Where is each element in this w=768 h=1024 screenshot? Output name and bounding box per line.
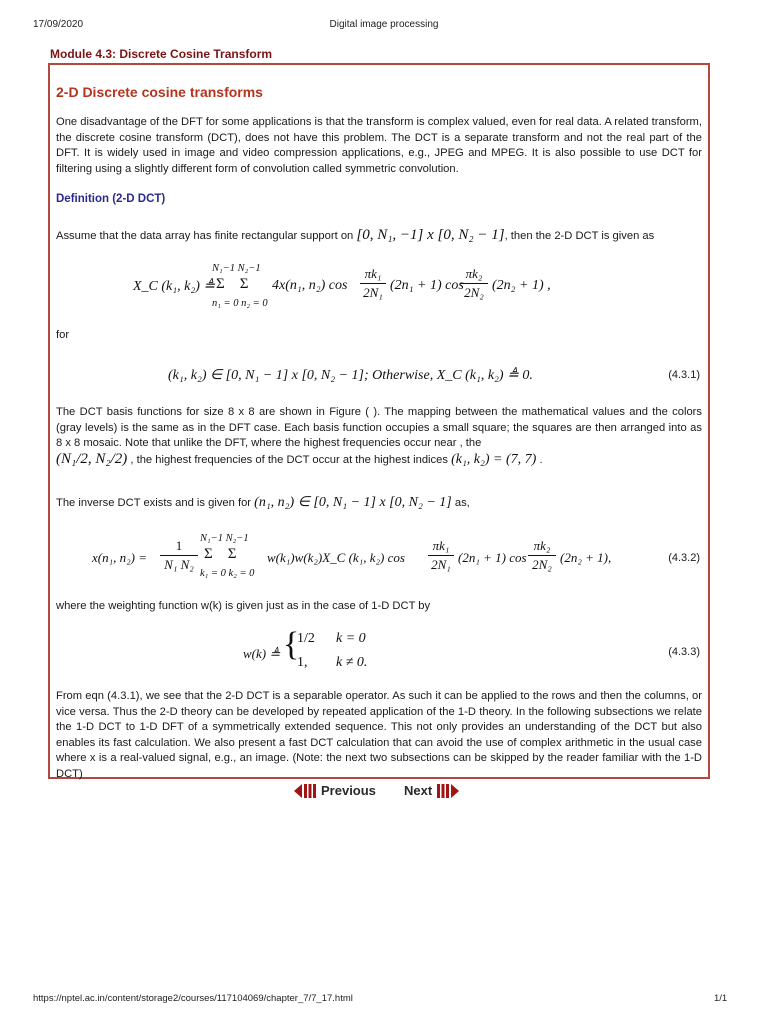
inverse-text: The inverse DCT exists and is given for	[56, 497, 252, 509]
print-date: 17/09/2020	[33, 19, 84, 30]
idct-lhs: x(n₁, n₂) =	[92, 550, 147, 565]
next-arrow-icon	[437, 784, 459, 798]
sum-symbol: Σ Σ	[216, 276, 249, 292]
case2-condition: k ≠ 0.	[336, 655, 368, 670]
case1-condition: k = 0	[336, 631, 366, 646]
basis-paragraph: The DCT basis functions for size 8 x 8 are shown in Figure ( ). The mapping between the mathematical values and the colors (gray levels) is the same as in the DFT case. Each basis function occupies a small square; the squares are then arranged into as 8 x 8 mosaic. Note that unlike the DFT, where the highest frequencies occur near , the	[56, 406, 702, 449]
idct-sum-lower: k₁ = 0 k₂ = 0	[200, 568, 255, 579]
idct-frac2	[528, 538, 556, 573]
previous-button[interactable]	[294, 783, 376, 798]
idct-tail: (2n₂ + 1),	[560, 550, 612, 565]
print-title: Digital image processing	[329, 19, 439, 30]
idct-frac1-den: 2N₁	[431, 557, 451, 572]
dct-lhs: X_C (k₁, k₂) ≜	[133, 279, 216, 294]
idct-scale-num: 1	[175, 538, 183, 553]
idct-body: w(k₁)w(k₂)X_C (k₁, k₂) cos	[267, 550, 405, 565]
eq-number-4-3-1: (4.3.1)	[668, 369, 700, 381]
weight-lhs: w(k) ≜	[243, 646, 281, 661]
inverse-range-expression: (n₁, n₂) ∈ [0, N₁ − 1] x [0, N₂ − 1]	[254, 495, 452, 510]
definition-title: Definition (2-D DCT)	[56, 193, 166, 205]
eq-number-4-3-2: (4.3.2)	[668, 552, 700, 564]
basis-line-2-end: .	[539, 454, 543, 466]
dct-tail: (2n₂ + 1) ,	[492, 278, 551, 293]
idct-sum-symbol: Σ Σ	[204, 546, 237, 562]
half-frequency-expression: (N₁/2, N₂/2)	[56, 451, 128, 467]
idct-frac1-num: πk₁	[432, 538, 450, 553]
assume-text: Assume that the data array has finite rectangular support on	[56, 230, 354, 242]
inverse-line	[56, 494, 470, 511]
previous-arrow-icon	[294, 784, 316, 798]
dct-frac1-num: πk₁	[364, 266, 382, 281]
inverse-tail: as,	[454, 497, 470, 509]
dct-sum-lower: n₁ = 0 n₂ = 0	[212, 298, 268, 309]
idct-sum-upper: N₁−1 N₂−1	[200, 533, 249, 544]
dct-frac2	[460, 266, 488, 301]
eq-number-4-3-3: (4.3.3)	[668, 646, 700, 658]
weighting-text: where the weighting function w(k) is given just as in the case of 1-D DCT by	[56, 600, 431, 612]
next-label: Next	[404, 783, 433, 798]
case2-value: 1,	[297, 655, 308, 670]
intro-paragraph: One disadvantage of the DFT for some applications is that the transform is complex valued, even for real data. A related transform, the discrete cosine transform (DCT), does not have this problem. The DCT is a separate transform and not the real part of the DFT. It is widely used in image and video compression applications, e.g., JPEG and MPEG. It is also possible to use DCT for filtering using a slightly different form of convolution called symmetric convolution.	[56, 116, 702, 175]
idct-mid: (2n₁ + 1) cos	[458, 550, 527, 565]
dct-body: 4x(n₁, n₂) cos	[272, 278, 348, 293]
case-brace: {	[283, 626, 300, 663]
footer-page-number: 1/1	[714, 993, 728, 1004]
module-title: Module 4.3: Discrete Cosine Transform	[50, 47, 273, 61]
highest-index-expression: (k₁, k₂) = (7, 7)	[451, 452, 537, 467]
previous-label: Previous	[321, 783, 376, 798]
idct-frac1	[428, 538, 454, 573]
dct-frac1-den: 2N₁	[363, 285, 383, 300]
basis-line-2-text: , the highest frequencies of the DCT occur at the highest indices	[130, 454, 448, 466]
dct-frac2-den: 2N₂	[464, 285, 484, 300]
section-title: 2-D Discrete cosine transforms	[56, 84, 263, 100]
idct-scale-frac	[160, 538, 198, 573]
idct-frac2-num: πk₂	[533, 538, 551, 553]
support-expression: [0, N₁, −1] x [0, N₂ − 1]	[356, 227, 505, 243]
for-text: for	[56, 329, 70, 341]
next-button[interactable]	[404, 783, 459, 798]
idct-scale-den: N₁ N₂	[164, 557, 194, 572]
basis-line-2	[56, 451, 543, 468]
case1-value: 1/2	[297, 631, 315, 646]
dct-frac1	[360, 266, 386, 301]
dct-sum-upper: N₁−1 N₂−1	[212, 263, 261, 274]
dct-frac2-num: πk₂	[465, 266, 483, 281]
closing-paragraph: From eqn (4.3.1), we see that the 2-D DCT is a separable operator. As such it can be applied to the rows and then the columns, or vice versa. Thus the 2-D theory can be developed by repeated application of the 1-D theory. In the following subsections we relate the 1-D DCT to 1-D DFT of a symmetrically extended sequence. This not only provides an understanding of the DCT but also enables its fast calculation. We also present a fast DCT calculation that can avoid the use of complex arithmetic in the usual case where x is a real-valued signal, e.g., an image. (Note: the next two subsections can be skipped by the reader familiar with the 1-D DCT)	[56, 690, 702, 780]
idct-frac2-den: 2N₂	[532, 557, 552, 572]
eq-4-3-1: (k₁, k₂) ∈ [0, N₁ − 1] x [0, N₂ − 1]; Otherwise, X_C (k₁, k₂) ≜ 0.	[168, 368, 533, 383]
assume-line	[56, 227, 654, 244]
footer-url: https://nptel.ac.in/content/storage2/courses/117104069/chapter_7/7_17.html	[33, 993, 353, 1004]
assume-tail: , then the 2-D DCT is given as	[504, 230, 655, 242]
dct-mid: (2n₁ + 1) cos	[390, 278, 464, 293]
